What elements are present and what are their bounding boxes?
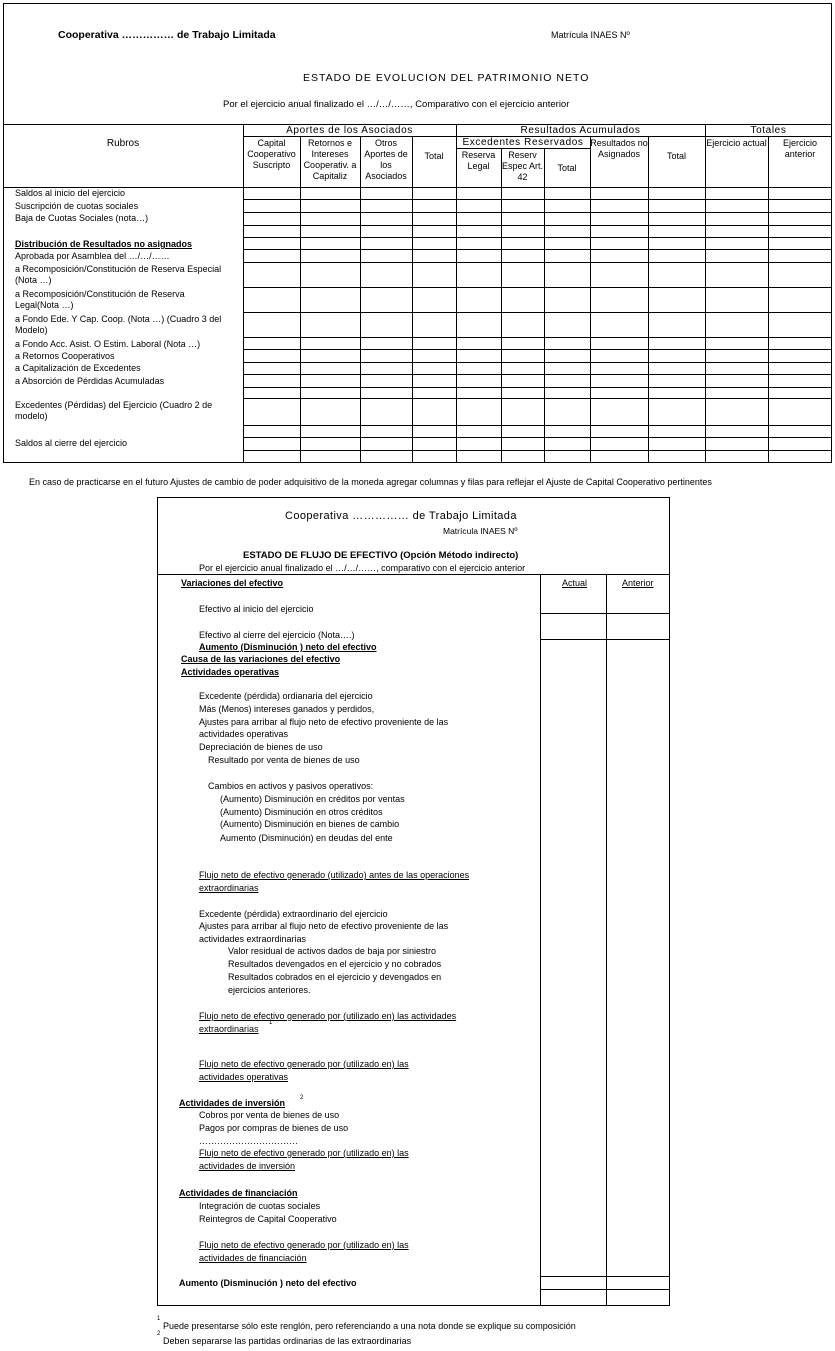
eepn-row-absorcion: a Absorción de Pérdidas Acumuladas bbox=[15, 376, 165, 386]
efe-cell-line bbox=[540, 613, 670, 614]
eepn-col-line bbox=[648, 136, 649, 463]
efe-depreciacion: Depreciación de bienes de uso bbox=[199, 742, 323, 752]
eepn-row-reserva-legal: a Recomposición/Constitución de Reserva Legal(Nota …) bbox=[15, 289, 185, 310]
eepn-col-otros: Otros Aportes de los Asociados bbox=[364, 138, 408, 181]
eepn-header-rubros: Rubros bbox=[106, 138, 140, 149]
eepn-row-retornos: a Retornos Cooperativos bbox=[15, 351, 115, 361]
eepn-row-reserva-especial: a Recomposición/Constitución de Reserva Especial (Nota …) bbox=[15, 264, 222, 285]
eepn-row-line bbox=[243, 262, 832, 263]
eepn-col-line bbox=[544, 148, 545, 463]
eepn-col-line bbox=[456, 124, 457, 463]
eepn-row-suscripcion: Suscripción de cuotas sociales bbox=[15, 201, 139, 211]
eepn-row-line bbox=[243, 437, 832, 438]
efe-header-line bbox=[157, 574, 670, 575]
efe-intereses: Más (Menos) intereses ganados y perdidos, bbox=[199, 704, 375, 714]
footnote-2-mark: 2 bbox=[157, 1331, 161, 1337]
eepn-row-line bbox=[243, 337, 832, 338]
eepn-row-line bbox=[243, 425, 832, 426]
eepn-row-line bbox=[243, 199, 832, 200]
eepn-row-line bbox=[243, 212, 832, 213]
efe-cell-line bbox=[540, 639, 670, 640]
efe-actividades-inversion: Actividades de inversión bbox=[179, 1098, 286, 1108]
eepn-header-line-2 bbox=[456, 148, 590, 149]
eepn-header-aportes: Aportes de los Asociados bbox=[286, 125, 413, 136]
eepn-row-saldos-cierre: Saldos al cierre del ejercicio bbox=[15, 438, 128, 448]
efe-creditos-ventas: (Aumento) Disminución en créditos por ventas bbox=[220, 794, 405, 804]
efe-deudas: Aumento (Disminución) en deudas del ente bbox=[220, 833, 393, 843]
eepn-header-totales: Totales bbox=[750, 125, 787, 136]
efe-actividades-financiacion: Actividades de financiación bbox=[179, 1188, 298, 1198]
efe-efectivo-inicio: Efectivo al inicio del ejercicio bbox=[199, 604, 314, 614]
efe-matricula: Matrícula INAES Nº bbox=[443, 526, 518, 536]
efe-footnote-ref-2: 2 bbox=[300, 1095, 304, 1101]
efe-resultados-devengados: Resultados devengados en el ejercicio y no cobrados bbox=[228, 959, 442, 969]
eepn-header-resultados: Resultados Acumulados bbox=[520, 125, 641, 136]
eepn-row-line bbox=[243, 374, 832, 375]
eepn-row-fondo-asistencia: a Fondo Acc. Asist. O Estim. Laboral (Nota …) bbox=[15, 339, 201, 349]
efe-dots: …………………………… bbox=[199, 1136, 298, 1146]
eepn-row-line bbox=[243, 450, 832, 451]
eepn-row-line bbox=[243, 312, 832, 313]
eepn-row-fondo-educacion: a Fondo Ede. Y Cap. Coop. (Nota …) (Cuadro 3 del Modelo) bbox=[15, 314, 222, 335]
eepn-header-bottom bbox=[3, 187, 832, 188]
efe-integracion-cuotas: Integración de cuotas sociales bbox=[199, 1201, 321, 1211]
eepn-row-line bbox=[243, 387, 832, 388]
efe-ajustes-2: actividades operativas bbox=[199, 729, 289, 739]
footnote-1-mark: 1 bbox=[157, 1316, 161, 1322]
efe-cambios: Cambios en activos y pasivos operativos: bbox=[208, 781, 374, 791]
eepn-col-line bbox=[300, 136, 301, 463]
efe-subtitle: Por el ejercicio anual finalizado el …/…/……, comparativo con el ejercicio anterior bbox=[199, 563, 526, 573]
eepn-col-ejercicio-actual: Ejercicio actual bbox=[706, 138, 767, 148]
efe-flujo-extra-1: Flujo neto de efectivo generado por (utilizado en) las actividades bbox=[199, 1011, 457, 1021]
eepn-row-aprobada: Aprobada por Asamblea del …/…/…… bbox=[15, 251, 170, 261]
eepn-row-line bbox=[243, 249, 832, 250]
ajuste-note: En caso de practicarse en el futuro Ajustes de cambio de poder adquisitivo de la moneda agregar columnas y filas para reflejar el Ajuste de Capital Cooperativo pertinentes bbox=[29, 477, 712, 487]
eepn-row-line bbox=[243, 287, 832, 288]
efe-flujo-inversion-2: actividades de inversión bbox=[199, 1161, 296, 1171]
eepn-col-line bbox=[412, 136, 413, 463]
efe-otros-creditos: (Aumento) Disminución en otros créditos bbox=[220, 807, 383, 817]
efe-ajustes-extra-1: Ajustes para arribar al flujo neto de efectivo proveniente de las bbox=[199, 921, 449, 931]
eepn-col-line bbox=[501, 148, 502, 463]
efe-efectivo-cierre: Efectivo al cierre del ejercicio (Nota….) bbox=[199, 630, 355, 640]
efe-causas: Causa de las variaciones del efectivo bbox=[181, 654, 341, 664]
eepn-col-total-reservas: Total bbox=[557, 163, 577, 173]
efe-flujo-operativas-1: Flujo neto de efectivo generado por (utilizado en) las bbox=[199, 1059, 409, 1069]
efe-col-line bbox=[606, 574, 607, 1306]
efe-flujo-inversion-1: Flujo neto de efectivo generado por (utilizado en) las bbox=[199, 1148, 409, 1158]
efe-col-line bbox=[540, 574, 541, 1306]
eepn-row-line bbox=[243, 237, 832, 238]
efe-flujo-financiacion-1: Flujo neto de efectivo generado por (utilizado en) las bbox=[199, 1240, 409, 1250]
eepn-col-no-asignados: Resultados no Asignados bbox=[590, 138, 648, 159]
eepn-row-line bbox=[243, 349, 832, 350]
eepn-col-capital: Capital Cooperativo Suscripto bbox=[247, 138, 296, 170]
eepn-subtitle: Por el ejercicio anual finalizado el …/…/……, Comparativo con el ejercicio anterior bbox=[223, 99, 570, 110]
efe-actividades-operativas: Actividades operativas bbox=[181, 667, 280, 677]
efe-flujo-extra-2: extraordinarias bbox=[199, 1024, 259, 1034]
eepn-row-line bbox=[243, 225, 832, 226]
efe-flujo-antes-2: extraordinarias bbox=[199, 883, 259, 893]
eepn-row-line bbox=[243, 398, 832, 399]
efe-col-actual: Actual bbox=[562, 578, 588, 588]
footnote-2: Deben separarse las partidas ordinarias de las extraordinarias bbox=[163, 1336, 412, 1346]
efe-resultados-cobrados: Resultados cobrados en el ejercicio y devengados en bbox=[228, 972, 442, 982]
eepn-title: ESTADO DE EVOLUCION DEL PATRIMONIO NETO bbox=[303, 72, 590, 84]
efe-frame bbox=[157, 497, 670, 1306]
efe-resultado-venta: Resultado por venta de bienes de uso bbox=[208, 755, 360, 765]
eepn-col-total-resultados: Total bbox=[666, 151, 686, 161]
eepn-col-ejercicio-anterior: Ejercicio anterior bbox=[782, 138, 817, 159]
eepn-row-capitalizacion: a Capitalización de Excedentes bbox=[15, 363, 141, 373]
efe-title: ESTADO DE FLUJO DE EFECTIVO (Opción Método indirecto) bbox=[243, 550, 519, 561]
efe-ajustes-1: Ajustes para arribar al flujo neto de efectivo proveniente de las bbox=[199, 717, 449, 727]
eepn-header-excedentes: Excedentes Reservados bbox=[462, 137, 584, 148]
efe-coop-title: Cooperativa …………… de Trabajo Limitada bbox=[285, 510, 517, 522]
efe-cell-line bbox=[540, 1276, 670, 1277]
efe-variaciones: Variaciones del efectivo bbox=[181, 578, 284, 588]
efe-valor-residual: Valor residual de activos dados de baja por siniestro bbox=[228, 946, 436, 956]
efe-pagos-compras: Pagos por compras de bienes de uso bbox=[199, 1123, 349, 1133]
eepn-col-line bbox=[243, 124, 244, 463]
eepn-col-line bbox=[705, 124, 706, 463]
efe-flujo-antes-1: Flujo neto de efectivo generado (utilizado) antes de las operaciones bbox=[199, 870, 470, 880]
efe-footnote-ref-1: 1 bbox=[269, 1020, 273, 1026]
efe-col-anterior: Anterior bbox=[622, 578, 654, 588]
efe-ajustes-extra-2: actividades extraordinarias bbox=[199, 934, 307, 944]
efe-cell-line bbox=[540, 1289, 670, 1290]
eepn-col-line bbox=[360, 136, 361, 463]
efe-cobros-venta: Cobros por venta de bienes de uso bbox=[199, 1110, 340, 1120]
eepn-matricula: Matrícula INAES Nº bbox=[551, 30, 630, 40]
efe-excedente-ordinario: Excedente (pérdida) ordianaria del ejercicio bbox=[199, 691, 373, 701]
footnote-1: Puede presentarse sólo este renglón, pero referenciando a una nota donde se explique su composición bbox=[163, 1321, 576, 1331]
eepn-coop-title: Cooperativa …………… de Trabajo Limitada bbox=[58, 29, 276, 41]
efe-flujo-operativas-2: actividades operativas bbox=[199, 1072, 289, 1082]
eepn-col-total-aportes: Total bbox=[424, 151, 444, 161]
eepn-row-line bbox=[243, 362, 832, 363]
efe-excedente-extra: Excedente (pérdida) extraordinario del ejercicio bbox=[199, 909, 388, 919]
eepn-col-line bbox=[768, 136, 769, 463]
eepn-row-excedentes: Excedentes (Pérdidas) del Ejercicio (Cuadro 2 de modelo) bbox=[15, 400, 213, 421]
eepn-row-saldos-inicio: Saldos al inicio del ejercicio bbox=[15, 188, 126, 198]
eepn-col-line bbox=[590, 136, 591, 463]
efe-aumento-neto: Aumento (Disminución ) neto del efectivo bbox=[199, 642, 377, 652]
eepn-col-retornos: Retornos e Intereses Cooperativ. a Capitaliz bbox=[303, 138, 357, 181]
efe-reintegros: Reintegros de Capital Cooperativo bbox=[199, 1214, 337, 1224]
eepn-col-reserva-especial: Reserv Espec Art. 42 bbox=[501, 150, 544, 182]
efe-aumento-neto-final: Aumento (Disminución ) neto del efectivo bbox=[179, 1278, 357, 1288]
efe-ejercicios-anteriores: ejercicios anteriores. bbox=[228, 985, 311, 995]
efe-bienes-cambio: (Aumento) Disminución en bienes de cambio bbox=[220, 819, 400, 829]
efe-flujo-financiacion-2: actividades de financiación bbox=[199, 1253, 307, 1263]
eepn-col-reserva-legal: Reserva Legal bbox=[461, 150, 496, 171]
eepn-row-baja-cuotas: Baja de Cuotas Sociales (nota…) bbox=[15, 213, 149, 223]
eepn-row-distribucion: Distribución de Resultados no asignados bbox=[15, 239, 193, 249]
